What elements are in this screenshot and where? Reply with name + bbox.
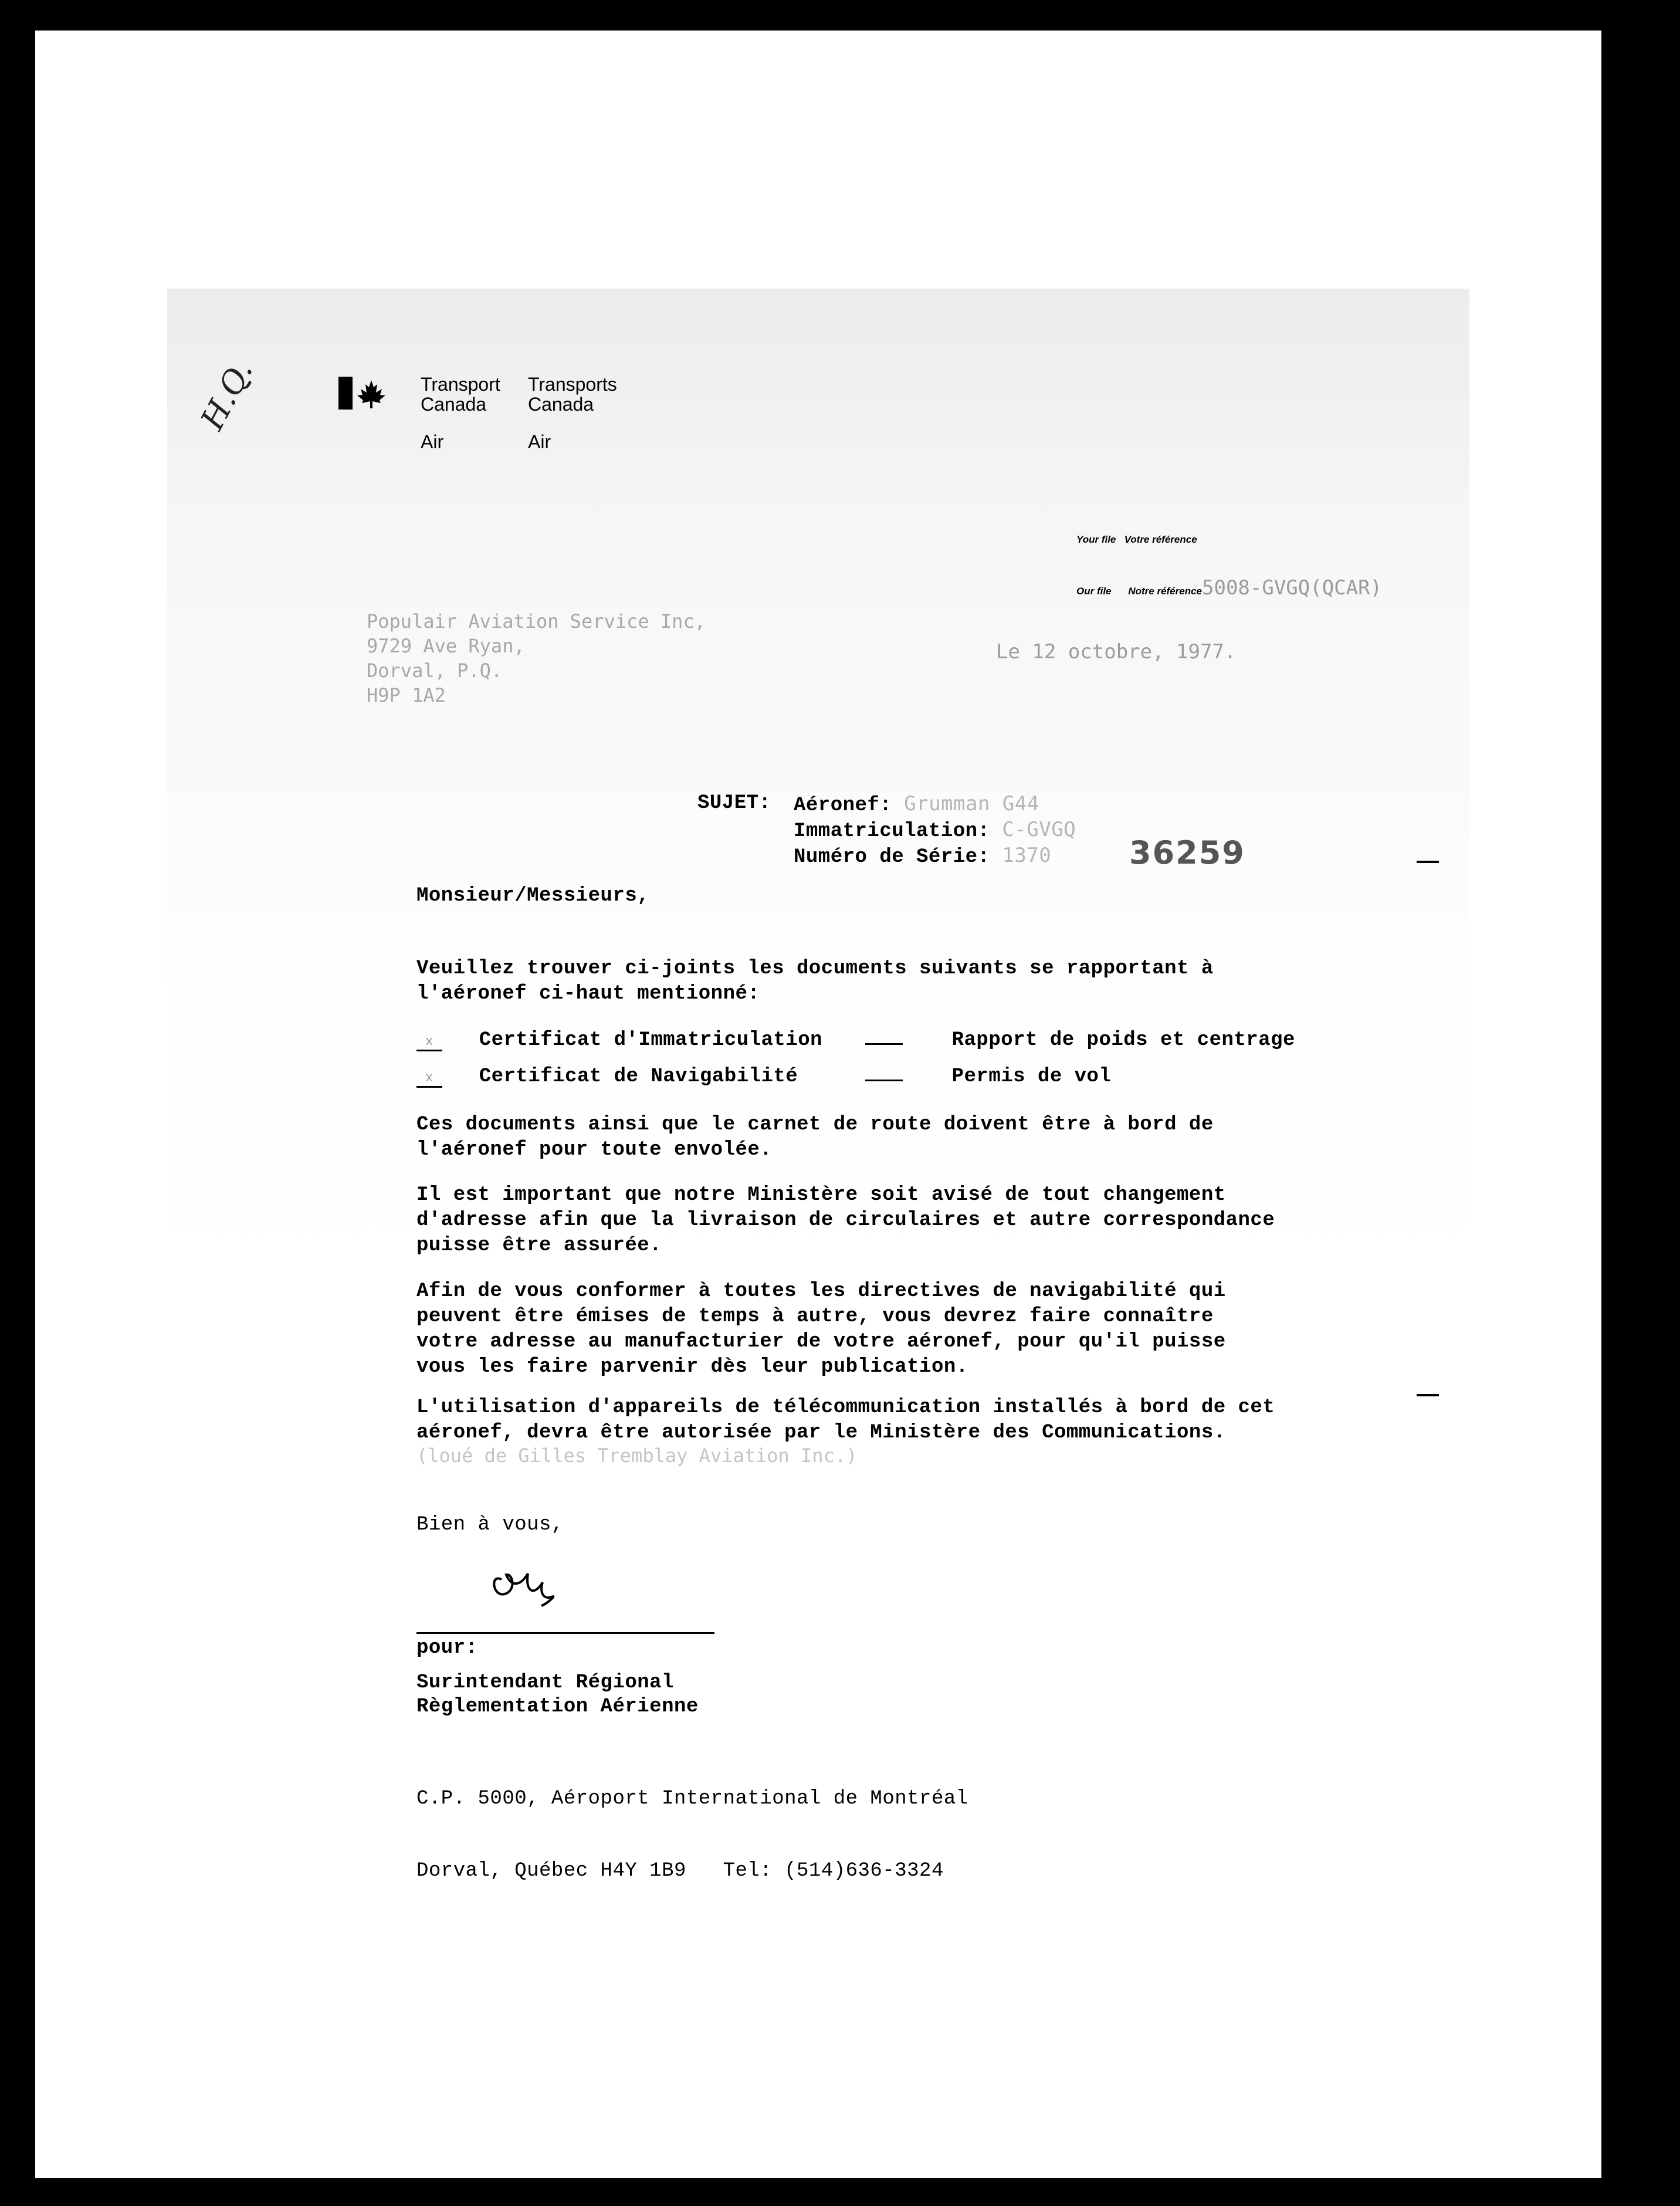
margin-mark: [1417, 1394, 1439, 1396]
subject-block: Aéronef: Grumman G44 Immatriculation: C-GVGQ Numéro de Série: 1370: [794, 792, 1076, 868]
body-paragraph: Afin de vous conformer à toutes les directives de navigabilité qui peuvent être émises de temps à autre, vous devrez faire connaître votre adresse au manufacturier de votre aéronef, pour qu'il puisse vous les faire parvenir dès leur publication.: [416, 1280, 1226, 1378]
check-blank: [865, 1028, 903, 1045]
checklist-item: Rapport de poids et centrage: [865, 1028, 1295, 1051]
check-blank: x: [416, 1071, 442, 1088]
body-paragraph: Ces documents ainsi que le carnet de route doivent être à bord de l'aéronef pour toute envolée.: [416, 1114, 1214, 1161]
signature-line: [416, 1632, 714, 1634]
signature: [484, 1556, 578, 1612]
margin-mark: [1417, 861, 1439, 863]
closing: Bien à vous,: [416, 1514, 564, 1536]
our-file-reference: Our file Notre référence5008-GVGQ(QCAR): [1076, 576, 1383, 600]
subject-label: SUJET:: [697, 792, 771, 814]
signature-for: pour:: [416, 1637, 478, 1659]
office-address: C.P. 5000, Aéroport International de Montréal Dorval, Québec H4Y 1B9 Tel: (514)636-3324: [416, 1788, 968, 1882]
leased-note: (loué de Gilles Tremblay Aviation Inc.): [416, 1444, 858, 1467]
letter-date: Le 12 octobre, 1977.: [996, 640, 1237, 664]
signatory-title: Surintendant Régional Règlementation Aérienne: [416, 1672, 699, 1718]
stamp-number: 36259: [1129, 834, 1245, 871]
intro-paragraph: Veuillez trouver ci-joints les documents suivants se rapportant à l'aéronef ci-haut mentionné:: [416, 957, 1214, 1005]
handwritten-note: H.Q.: [193, 354, 260, 436]
checklist-item: x Certificat d'Immatriculation: [416, 1029, 822, 1051]
letterhead-english: Transport Canada Air: [421, 374, 500, 452]
checklist-item: x Certificat de Navigabilité: [416, 1065, 798, 1088]
recipient-address: Populair Aviation Service Inc, 9729 Ave Ryan, Dorval, P.Q. H9P 1A2: [367, 610, 706, 706]
body-paragraph: L'utilisation d'appareils de télécommunication installés à bord de cet aéronef, devra être autorisée par le Ministère des Communications.: [416, 1396, 1275, 1444]
letter: [167, 289, 1469, 1882]
check-blank: x: [416, 1034, 442, 1051]
your-file-label: Your file Votre référence: [1076, 534, 1197, 545]
checklist-item: Permis de vol: [865, 1064, 1111, 1088]
check-blank: [865, 1064, 903, 1081]
canada-flag-logo: [338, 377, 388, 412]
body-paragraph: Il est important que notre Ministère soit avisé de tout changement d'adresse afin que la livraison de circulaires et autre correspondance puisse être assurée.: [416, 1184, 1275, 1257]
letterhead-french: Transports Canada Air: [528, 374, 617, 452]
salutation: Monsieur/Messieurs,: [416, 885, 650, 907]
